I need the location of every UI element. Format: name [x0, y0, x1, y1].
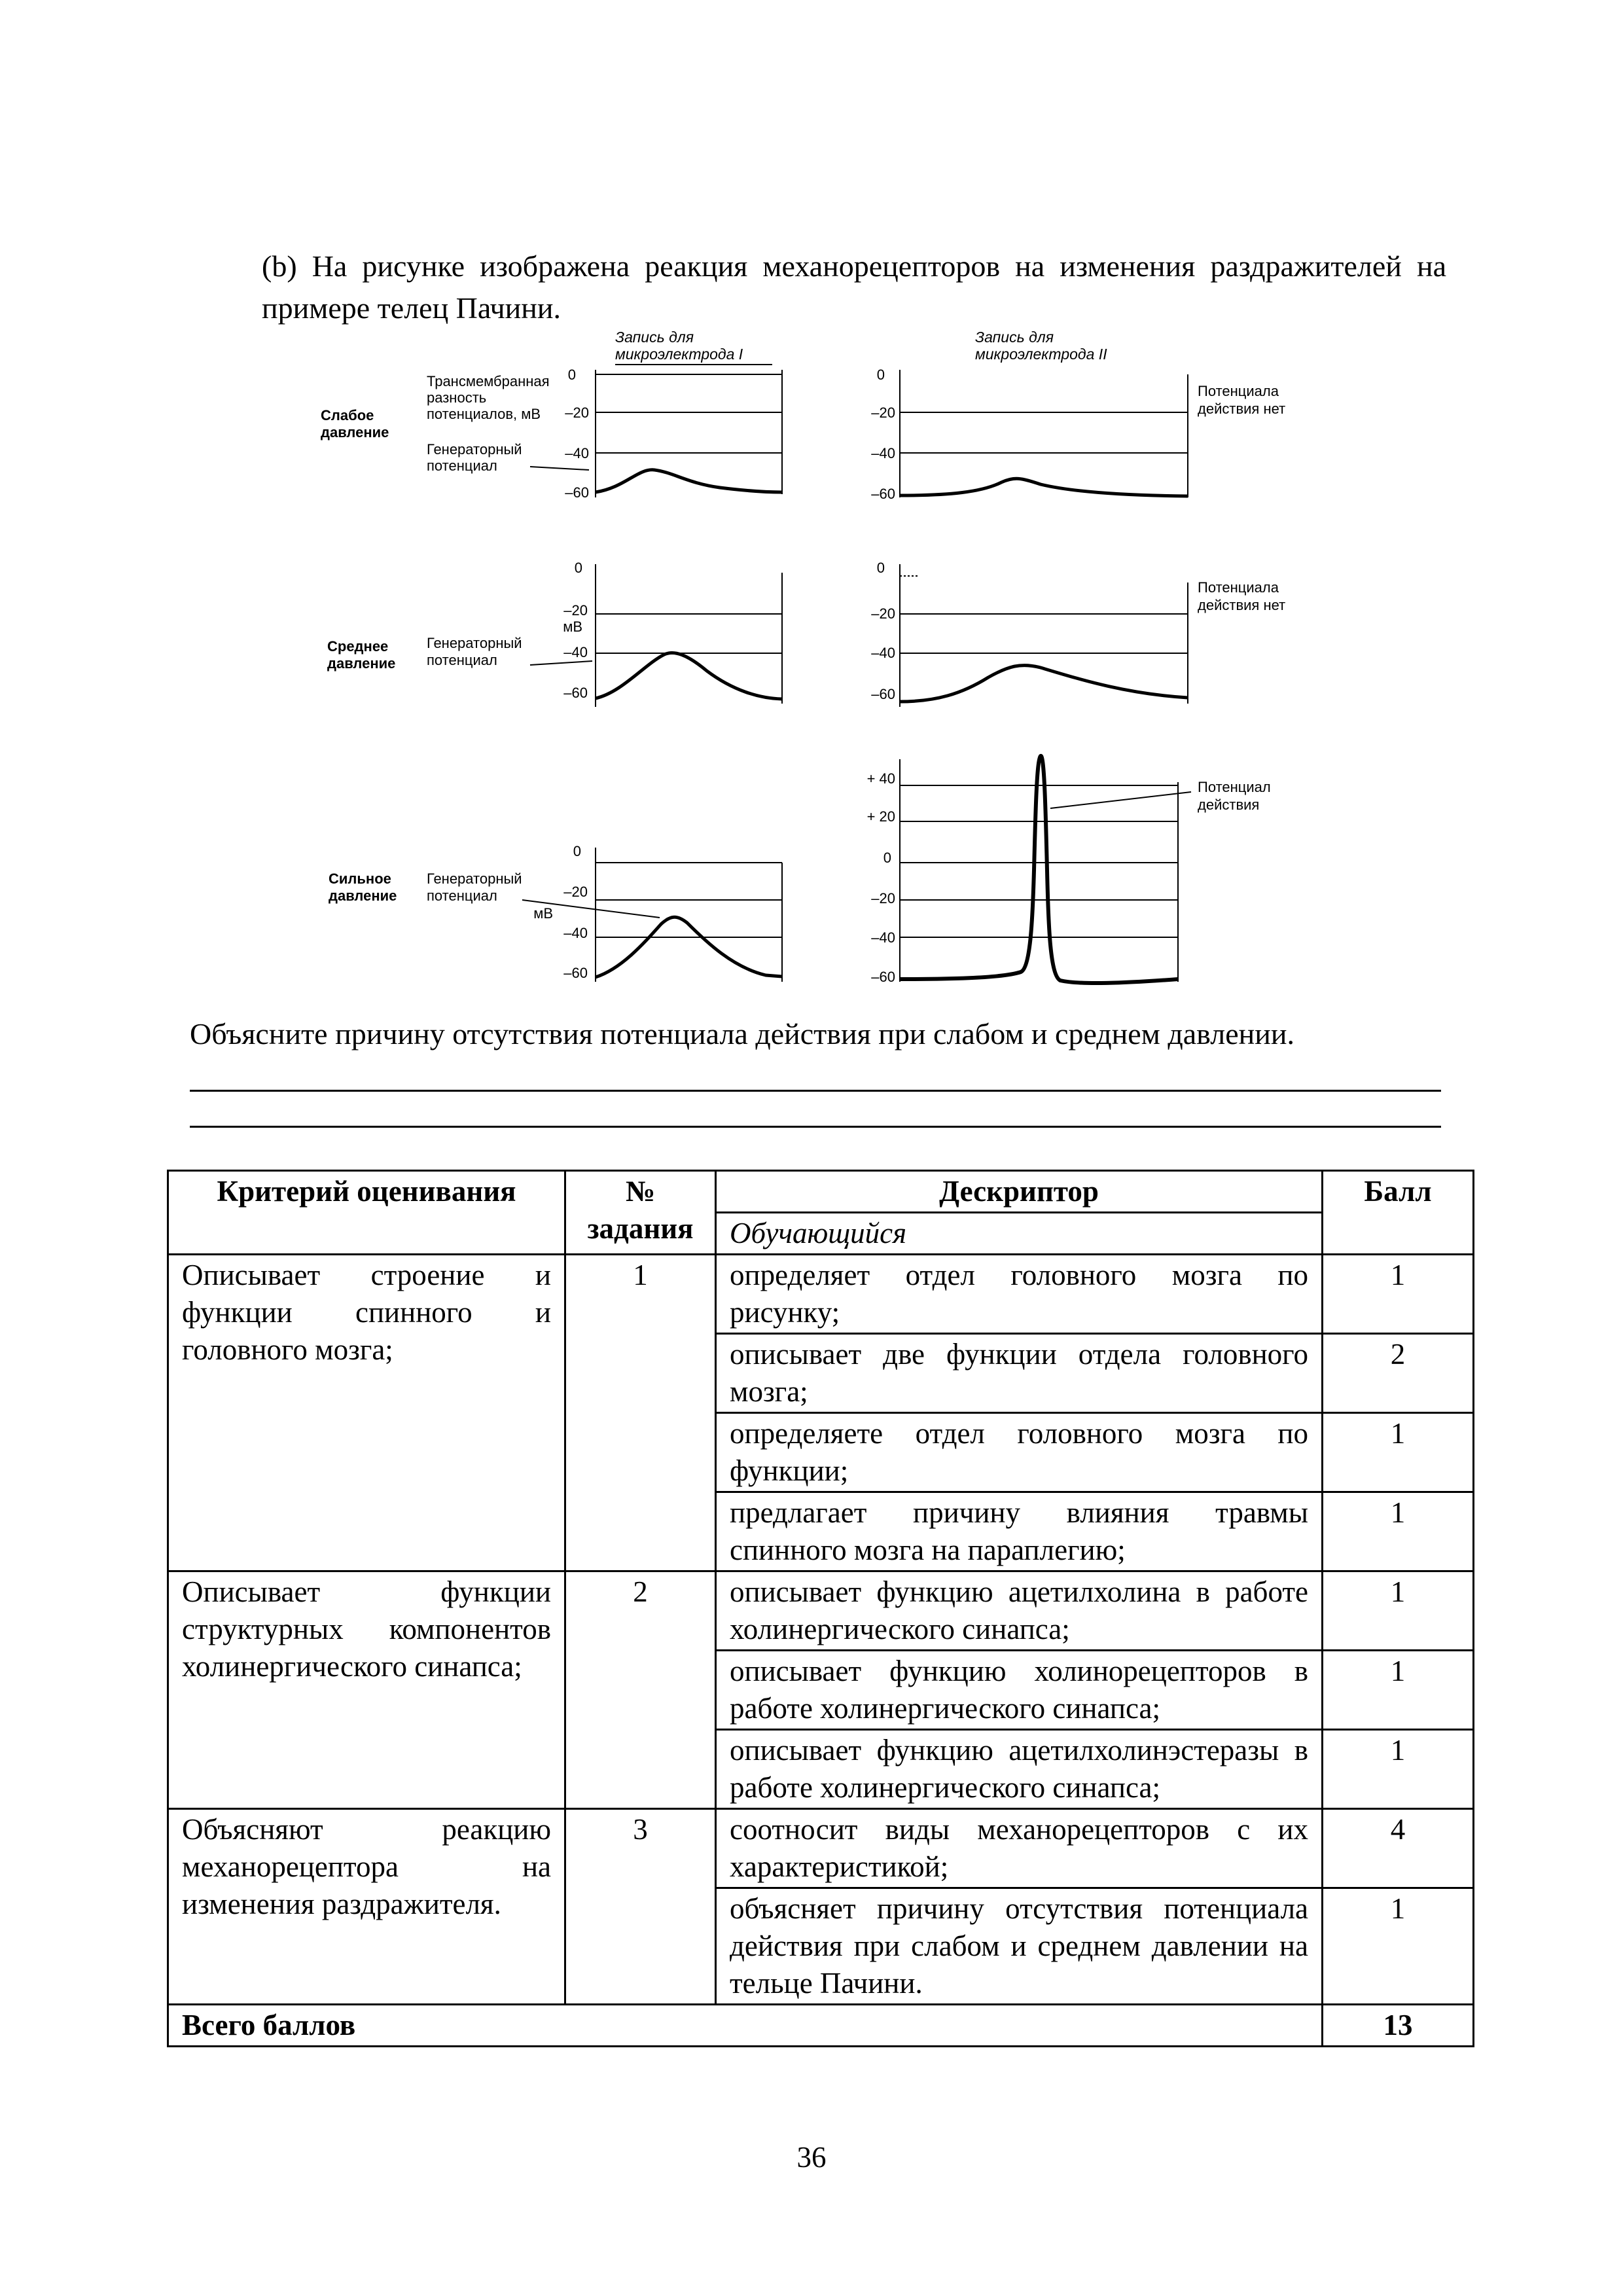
- medium-gen-label-1: Генераторный: [427, 635, 522, 651]
- strong-tick-20: –20: [563, 884, 588, 900]
- score-cell: 1: [1323, 1413, 1474, 1492]
- strong-r-tick-p40: + 40: [866, 770, 895, 787]
- answer-line-1[interactable]: [190, 1090, 1441, 1092]
- descriptor-cell: соотносит виды механорецепторов с их характеристикой;: [716, 1809, 1323, 1888]
- weak-gen-label-2: потенциал: [427, 457, 497, 474]
- weak-axis-label-3: потенциалов, мВ: [427, 406, 541, 422]
- weak-axis-label-2: разность: [427, 389, 487, 406]
- weak-label-2: давление: [321, 424, 389, 440]
- header-descriptor: Дескриптор: [716, 1171, 1323, 1213]
- assessment-rubric-table: [167, 1170, 1474, 2047]
- col2-header-line1: Запись для: [975, 329, 1054, 346]
- total-score: 13: [1323, 2005, 1474, 2047]
- medium-tick-60: –60: [563, 685, 588, 701]
- panel-weak-pressure: [530, 370, 1188, 497]
- medium-r-tick-0: 0: [876, 560, 885, 576]
- header-task-number: № задания: [565, 1171, 716, 1255]
- criterion-cell: Описывает функции структурных компонентов холинергического синапса;: [168, 1571, 565, 1809]
- total-row: [168, 2005, 1474, 2047]
- strong-label-2: давление: [329, 888, 397, 904]
- weak-note-2: действия нет: [1198, 401, 1286, 417]
- column-headers: [615, 329, 1107, 365]
- descriptor-cell: описывает две функции отдела головного мозга;: [716, 1334, 1323, 1413]
- weak-tick-40: –40: [565, 445, 589, 461]
- medium-unit: мВ: [563, 619, 582, 635]
- score-cell: 1: [1323, 1888, 1474, 2005]
- medium-label-2: давление: [327, 655, 396, 672]
- strong-gen-label-2: потенциал: [427, 888, 497, 904]
- table-row: [168, 1571, 1474, 1651]
- descriptor-cell: определяет отдел головного мозга по рисунку;: [716, 1255, 1323, 1334]
- header-row: [168, 1171, 1474, 1213]
- descriptor-cell: определяете отдел головного мозга по функции;: [716, 1413, 1323, 1492]
- weak-tick-20: –20: [565, 404, 589, 421]
- medium-gen-label-2: потенциал: [427, 652, 497, 668]
- medium-tick-40: –40: [563, 644, 588, 660]
- strong-r-tick-0: 0: [883, 850, 891, 866]
- score-cell: 2: [1323, 1334, 1474, 1413]
- intro-paragraph: (b) На рисунке изображена реакция механорецепторов на изменения раздражителей на примере телец Пачини.: [262, 249, 1446, 325]
- header-criterion: Критерий оценивания: [168, 1171, 565, 1255]
- pacinian-corpuscle-figure: [0, 0, 1623, 1021]
- strong-gen-label-1: Генераторный: [427, 870, 522, 887]
- col1-header-line2: микроэлектрода I: [615, 346, 743, 363]
- strong-r-tick-20: –20: [871, 890, 895, 906]
- weak-note-1: Потенциала: [1198, 383, 1279, 399]
- answer-line-2[interactable]: [190, 1126, 1441, 1128]
- descriptor-cell: описывает функцию холинорецепторов в работе холинергического синапса;: [716, 1651, 1323, 1730]
- strong-tick-60: –60: [563, 965, 588, 981]
- score-cell: 4: [1323, 1809, 1474, 1888]
- medium-r-tick-60: –60: [871, 686, 895, 702]
- task-number-cell: 2: [565, 1571, 716, 1809]
- header-student: Обучающийся: [716, 1213, 1323, 1255]
- medium-note-1: Потенциала: [1198, 579, 1279, 596]
- descriptor-cell: описывает функцию ацетилхолина в работе холинергического синапса;: [716, 1571, 1323, 1651]
- score-cell: 1: [1323, 1255, 1474, 1334]
- page-number: 36: [796, 2141, 827, 2174]
- descriptor-cell: описывает функцию ацетилхолинэстеразы в работе холинергического синапса;: [716, 1730, 1323, 1809]
- medium-r-tick-40: –40: [871, 645, 895, 661]
- weak-gen-label-1: Генераторный: [427, 441, 522, 457]
- score-cell: 1: [1323, 1651, 1474, 1730]
- score-cell: 1: [1323, 1571, 1474, 1651]
- score-cell: 1: [1323, 1730, 1474, 1809]
- descriptor-cell: объясняет причину отсутствия потенциала действия при слабом и среднем давлении на тельце Пачини.: [716, 1888, 1323, 2005]
- total-label: Всего баллов: [168, 2005, 1323, 2047]
- weak-tick-60: –60: [565, 484, 589, 501]
- strong-r-tick-40: –40: [871, 929, 895, 946]
- weak-r-tick-40: –40: [871, 445, 895, 461]
- strong-note-1: Потенциал: [1198, 779, 1271, 795]
- score-cell: 1: [1323, 1492, 1474, 1571]
- strong-tick-40: –40: [563, 925, 588, 941]
- task-number-cell: 1: [565, 1255, 716, 1571]
- weak-tick-0: 0: [567, 367, 576, 383]
- weak-r-tick-0: 0: [876, 367, 885, 383]
- strong-r-tick-60: –60: [871, 969, 895, 985]
- medium-note-2: действия нет: [1198, 597, 1286, 613]
- strong-unit: мВ: [533, 905, 553, 922]
- medium-label-1: Среднее: [327, 638, 389, 655]
- col1-header-line1: Запись для: [615, 329, 694, 346]
- panel-medium-pressure: [530, 564, 1188, 707]
- col2-header-line2: микроэлектрода II: [975, 346, 1107, 363]
- strong-r-tick-p20: + 20: [866, 808, 895, 825]
- medium-tick-20: –20: [563, 602, 588, 619]
- criterion-cell: Описывает строение и функции спинного и головного мозга;: [168, 1255, 565, 1571]
- strong-label-1: Сильное: [329, 870, 391, 887]
- medium-tick-0: 0: [574, 560, 582, 576]
- panel-strong-pressure: [522, 756, 1191, 983]
- header-score: Балл: [1323, 1171, 1474, 1255]
- strong-tick-0: 0: [573, 843, 581, 859]
- strong-note-2: действия: [1198, 797, 1260, 813]
- table-row: [168, 1255, 1474, 1334]
- weak-axis-label-1: Трансмембранная: [427, 373, 550, 389]
- criterion-cell: Объясняют реакцию механорецептора на изменения раздражителя.: [168, 1809, 565, 2005]
- medium-r-tick-20: –20: [871, 605, 895, 622]
- question-text: Объясните причину отсутствия потенциала действия при слабом и среднем давлении.: [190, 1017, 1294, 1050]
- table-row: [168, 1809, 1474, 1888]
- weak-r-tick-60: –60: [871, 486, 895, 502]
- task-number-cell: 3: [565, 1809, 716, 2005]
- weak-label-1: Слабое: [321, 407, 374, 423]
- weak-r-tick-20: –20: [871, 404, 895, 421]
- descriptor-cell: предлагает причину влияния травмы спинного мозга на параплегию;: [716, 1492, 1323, 1571]
